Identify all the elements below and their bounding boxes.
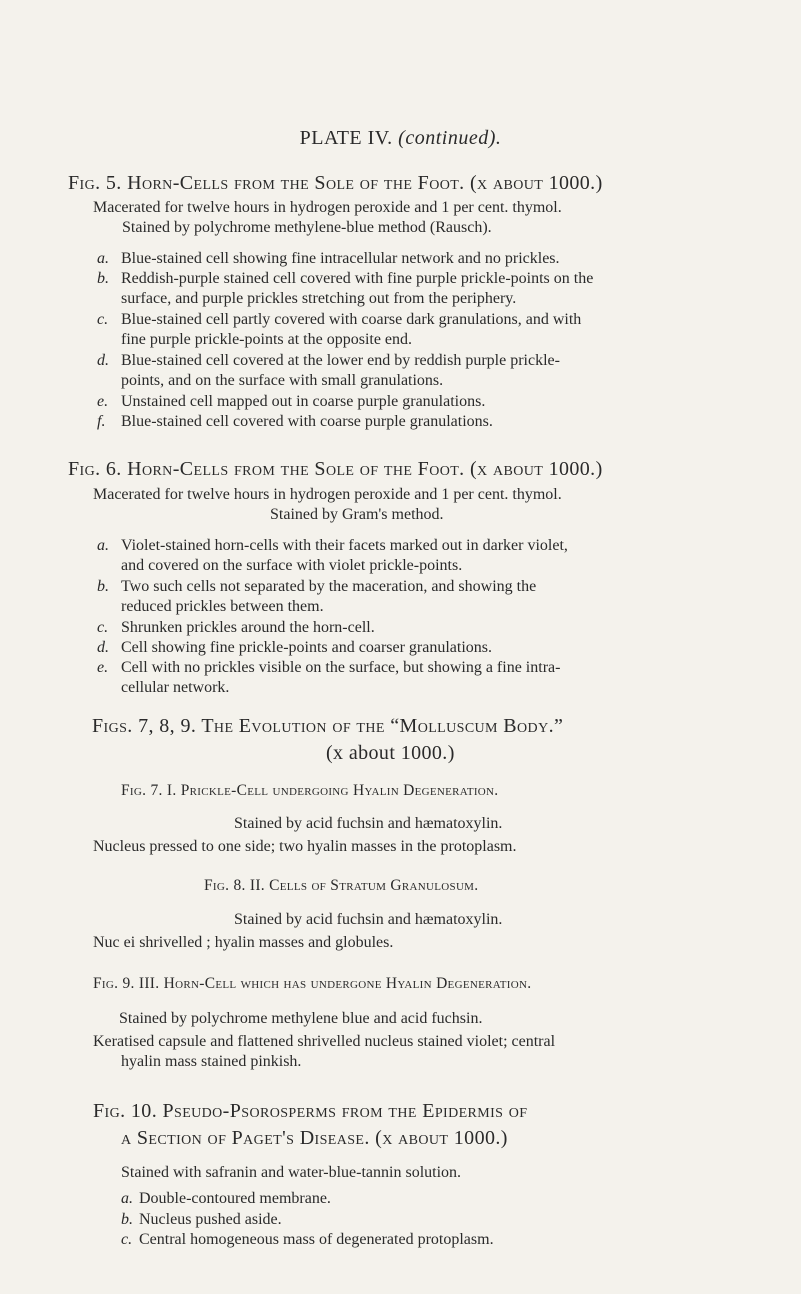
fig10-item-c: c. Central homogeneous mass of degenerated protoplasm. — [121, 1231, 494, 1248]
fig5-item-c: c. Blue-stained cell partly covered with coarse dark granulations, and with — [97, 311, 582, 328]
fig10-heading-line1: Fig. 10. Pseudo-Psorosperms from the Epidermis of — [93, 1100, 528, 1122]
fig6-desc-line1: Macerated for twelve hours in hydrogen peroxide and 1 per cent. thymol. — [93, 486, 562, 503]
fig6-item-a: a. Violet-stained horn-cells with their facets marked out in darker violet, — [97, 537, 568, 554]
fig9-description-line1: Keratised capsule and flattened shrivelled nucleus stained violet; central — [93, 1033, 556, 1050]
fig9-stain: Stained by polychrome methylene blue and acid fuchsin. — [119, 1010, 483, 1027]
figs789-magnification: (x about 1000.) — [326, 742, 455, 764]
fig5-item-b: b. Reddish-purple stained cell covered with fine purple prickle-points on the — [97, 270, 594, 287]
plate-title — [0, 127, 801, 150]
fig8-heading: Fig. 8. II. Cells of Stratum Granulosum. — [204, 877, 479, 894]
fig5-item-a: a. Blue-stained cell showing fine intracellular network and no prickles. — [97, 250, 560, 267]
fig5-item-d: d. Blue-stained cell covered at the lower end by reddish purple prickle- — [97, 352, 560, 369]
fig6-item-a-cont: and covered on the surface with violet prickle-points. — [121, 557, 463, 574]
fig6-heading: Fig. 6. Horn-Cells from the Sole of the Foot. (x about 1000.) — [68, 458, 603, 480]
fig8-stain: Stained by acid fuchsin and hæmatoxylin. — [234, 911, 503, 928]
plate-title-text: PLATE IV. — [299, 127, 393, 149]
fig7-stain: Stained by acid fuchsin and hæmatoxylin. — [234, 815, 503, 832]
fig6-item-b: b. Two such cells not separated by the maceration, and showing the — [97, 578, 537, 595]
plate-continued: (continued). — [398, 127, 502, 149]
fig5-item-c-cont: fine purple prickle-points at the opposite end. — [121, 331, 413, 348]
fig6-item-e-cont: cellular network. — [121, 679, 230, 696]
fig10-stain: Stained with safranin and water-blue-tannin solution. — [121, 1164, 462, 1181]
figs789-heading: Figs. 7, 8, 9. The Evolution of the “Molluscum Body.” — [92, 715, 564, 737]
fig10-item-a: a. Double-contoured membrane. — [121, 1190, 331, 1207]
fig5-desc-line1: Macerated for twelve hours in hydrogen peroxide and 1 per cent. thymol. — [93, 199, 562, 216]
fig5-desc-line2: Stained by polychrome methylene-blue method (Rausch). — [122, 219, 492, 236]
fig6-item-e: e. Cell with no prickles visible on the surface, but showing a fine intra- — [97, 659, 561, 676]
fig8-description: Nuc ei shrivelled ; hyalin masses and globules. — [93, 934, 394, 951]
fig6-item-d: d. Cell showing fine prickle-points and coarser granulations. — [97, 639, 493, 656]
fig9-description-line2: hyalin mass stained pinkish. — [121, 1053, 302, 1070]
fig5-item-f: f. Blue-stained cell covered with coarse purple granulations. — [97, 413, 493, 430]
fig5-heading: Fig. 5. Horn-Cells from the Sole of the Foot. (x about 1000.) — [68, 172, 603, 194]
fig7-description: Nucleus pressed to one side; two hyalin masses in the protoplasm. — [93, 838, 517, 855]
fig6-item-c: c. Shrunken prickles around the horn-cell. — [97, 619, 375, 636]
fig6-desc-line2: Stained by Gram's method. — [270, 506, 444, 523]
fig5-item-e: e. Unstained cell mapped out in coarse purple granulations. — [97, 393, 486, 410]
fig10-heading-line2: a Section of Paget's Disease. (x about 1000.) — [121, 1127, 508, 1149]
fig9-heading: Fig. 9. III. Horn-Cell which has undergone Hyalin Degeneration. — [93, 975, 532, 992]
fig6-item-b-cont: reduced prickles between them. — [121, 598, 324, 615]
fig5-item-b-cont: surface, and purple prickles stretching out from the periphery. — [121, 290, 517, 307]
fig10-item-b: b. Nucleus pushed aside. — [121, 1211, 282, 1228]
fig5-item-d-cont: points, and on the surface with small granulations. — [121, 372, 444, 389]
fig7-heading: Fig. 7. I. Prickle-Cell undergoing Hyalin Degeneration. — [121, 782, 499, 799]
